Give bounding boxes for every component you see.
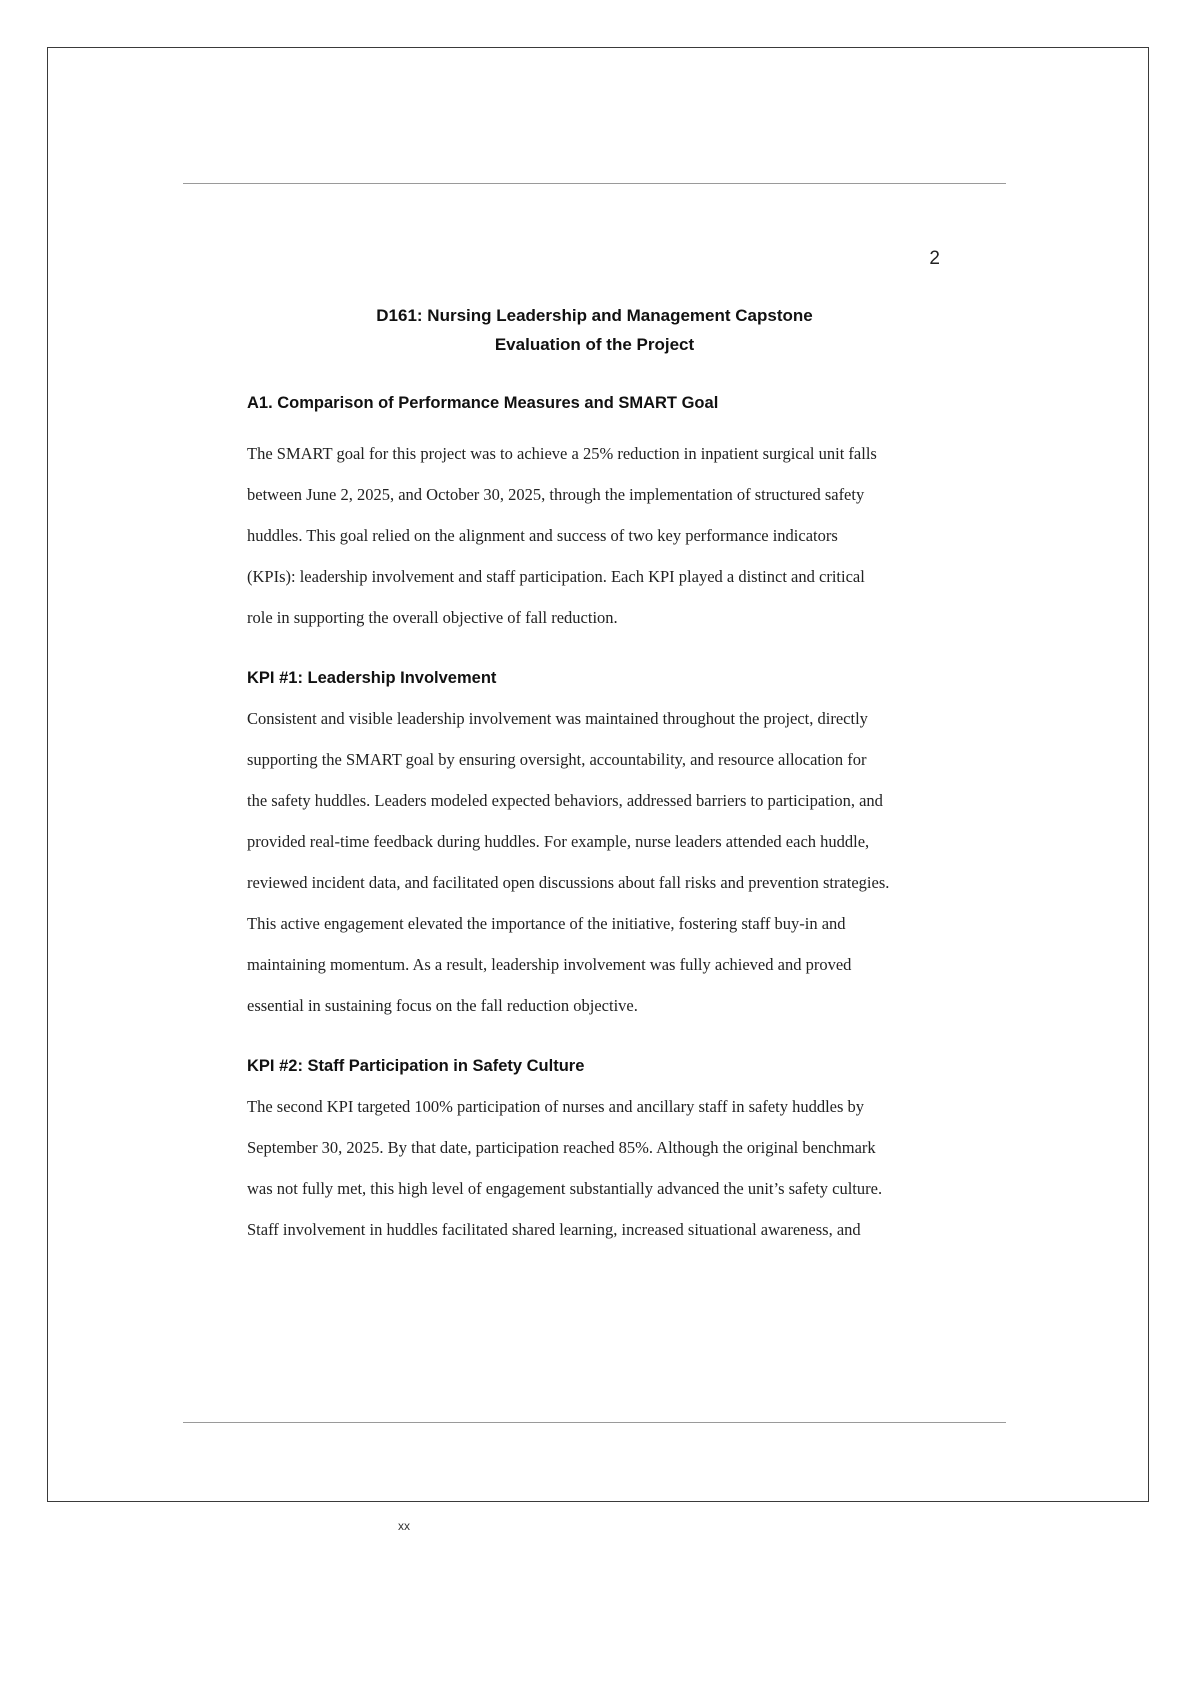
section-heading-kpi1: KPI #1: Leadership Involvement <box>247 669 497 687</box>
header-rule <box>183 183 1006 184</box>
text-line: maintaining momentum. As a result, leadership involvement was fully achieved and proved <box>247 955 852 974</box>
text-line: The second KPI targeted 100% participation of nurses and ancillary staff in safety huddles by <box>247 1097 865 1116</box>
text-line: (KPIs): leadership involvement and staff participation. Each KPI played a distinct and critical <box>247 567 865 586</box>
text-line: role in supporting the overall objective of fall reduction. <box>247 608 618 627</box>
text-line: provided real-time feedback during huddles. For example, nurse leaders attended each huddle, <box>247 832 870 851</box>
text-line: huddles. This goal relied on the alignment and success of two key performance indicators <box>247 526 838 545</box>
section-heading-kpi2: KPI #2: Staff Participation in Safety Culture <box>247 1057 585 1075</box>
text-line: Staff involvement in huddles facilitated shared learning, increased situational awareness, and <box>247 1220 861 1239</box>
text-line: Consistent and visible leadership involvement was maintained throughout the project, directly <box>247 709 868 728</box>
text-line: September 30, 2025. By that date, participation reached 85%. Although the original benchmark <box>247 1138 876 1157</box>
section-paragraph-a1 <box>247 433 947 638</box>
text-line: This active engagement elevated the importance of the initiative, fostering staff buy-in and <box>247 914 846 933</box>
text-line: was not fully met, this high level of engagement substantially advanced the unit’s safety culture. <box>247 1179 883 1198</box>
footer-mark: xx <box>398 1519 410 1533</box>
footer-rule <box>183 1422 1006 1423</box>
document-title: D161: Nursing Leadership and Management Capstone <box>376 306 813 325</box>
text-line: The SMART goal for this project was to achieve a 25% reduction in inpatient surgical unit falls <box>247 444 877 463</box>
section-paragraph-kpi2 <box>247 1086 947 1250</box>
text-line: reviewed incident data, and facilitated open discussions about fall risks and prevention strategies. <box>247 873 890 892</box>
text-line: between June 2, 2025, and October 30, 2025, through the implementation of structured safety <box>247 485 865 504</box>
section-paragraph-kpi1 <box>247 698 947 1026</box>
text-line: essential in sustaining focus on the fall reduction objective. <box>247 996 638 1015</box>
section-heading-a1: A1. Comparison of Performance Measures and SMART Goal <box>247 394 719 412</box>
text-line: the safety huddles. Leaders modeled expected behaviors, addressed barriers to participation, and <box>247 791 883 810</box>
document-subtitle: Evaluation of the Project <box>494 335 695 354</box>
page-number: 2 <box>929 248 940 269</box>
text-line: supporting the SMART goal by ensuring oversight, accountability, and resource allocation for <box>247 750 867 769</box>
